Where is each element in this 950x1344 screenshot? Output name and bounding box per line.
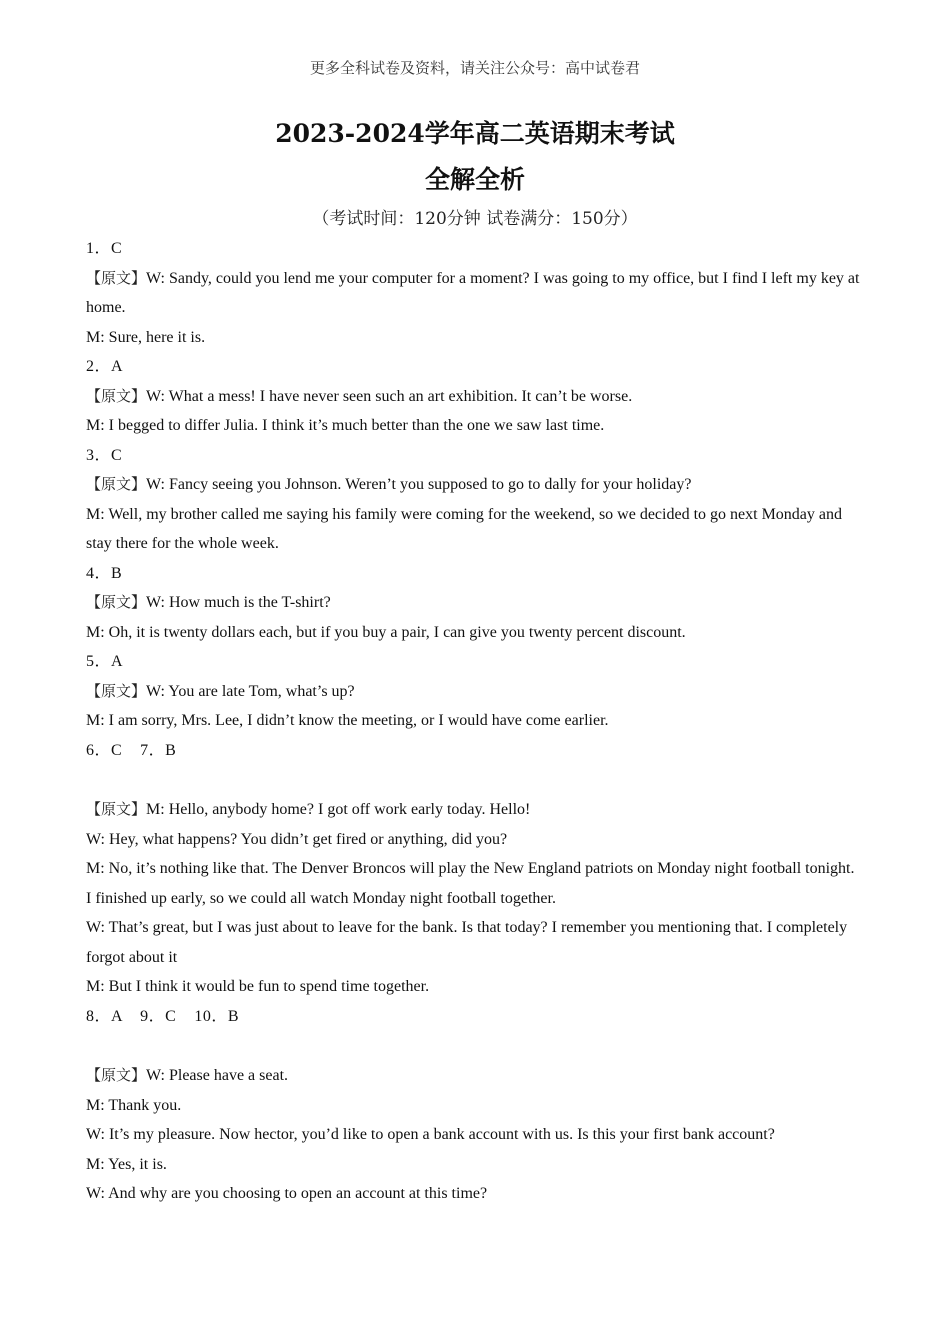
exam-info: （考试时间：120分钟 试卷满分：150分） [312,209,638,229]
original-text-tag: 【原文】 [86,475,147,493]
transcript-line: W: And why are you choosing to open an account at this time? [86,1185,488,1202]
transcript-line: M: Well, my brother called me saying his family were coming for the weekend, so we decided to go next Monday and stay there for the whole week. [86,505,842,552]
answer-3: 3．C [86,446,123,464]
transcript-text: W: Sandy, could you lend me your computer for a moment? I was going to my office, but I find I left my key at home. [86,269,860,316]
transcript-line [86,470,862,500]
transcript-line: M: No, it’s nothing like that. The Denver Broncos will play the New England patriots on Monday night football tonight. I finished up early, so we could all watch Monday night football together. [86,860,855,907]
transcript-line [86,795,862,825]
transcript-text: W: What a mess! I have never seen such an art exhibition. It can’t be worse. [146,387,633,405]
transcript-text: W: Fancy seeing you Johnson. Weren’t you supposed to go to dally for your holiday? [146,476,692,493]
spacer [86,765,862,795]
original-text-tag: 【原文】 [86,268,147,287]
original-text-tag: 【原文】 [86,800,147,818]
transcript-line: M: I begged to differ Julia. I think it’s much better than the one we saw last time. [86,417,605,434]
original-text-tag: 【原文】 [86,593,147,611]
spacer [86,1031,862,1061]
transcript-line: M: Thank you. [86,1096,182,1114]
transcript-line: M: Yes, it is. [86,1155,167,1173]
transcript-line: M: I am sorry, Mrs. Lee, I didn’t know the meeting, or I would have come earlier. [86,712,609,729]
original-text-tag: 【原文】 [86,386,147,405]
transcript-line [86,1061,862,1091]
transcript-line [86,264,862,323]
answer-content [86,234,862,1209]
transcript-line [86,382,862,412]
transcript-text: W: How much is the T-shirt? [146,594,331,611]
original-text-tag: 【原文】 [86,681,147,700]
transcript-line: M: Sure, here it is. [86,328,206,346]
transcript-text: M: Hello, anybody home? I got off work early today. Hello! [146,801,531,818]
transcript-line: M: But I think it would be fun to spend time together. [86,978,430,995]
transcript-line: W: It’s my pleasure. Now hector, you’d like to open a bank account with us. Is this your first bank account? [86,1126,775,1143]
page-subtitle: 全解全析 [424,165,525,194]
answer-1: 1．C [86,240,123,257]
header-note: 更多全科试卷及资料，请关注公众号：高中试卷君 [309,59,640,77]
answer-4: 4．B [86,564,123,582]
transcript-text: W: Please have a seat. [146,1067,289,1084]
transcript-text: W: You are late Tom, what’s up? [146,682,355,700]
answer-2: 2．A [86,358,124,375]
transcript-line [86,677,862,707]
answer-8-10: 8．A 9．C 10．B [86,1007,240,1025]
transcript-line: W: Hey, what happens? You didn’t get fired or anything, did you? [86,830,508,848]
transcript-line [86,588,862,618]
answer-6-7: 6．C 7．B [86,741,177,759]
page-title: 2023-2024学年高二英语期末考试 [275,119,675,148]
answer-5: 5．A [86,653,124,670]
transcript-line: W: That’s great, but I was just about to leave for the bank. Is that today? I remember you mentioning that. I completely forgot about it [86,919,848,966]
original-text-tag: 【原文】 [86,1066,147,1084]
transcript-line: M: Oh, it is twenty dollars each, but if you buy a pair, I can give you twenty percent discount. [86,623,686,641]
